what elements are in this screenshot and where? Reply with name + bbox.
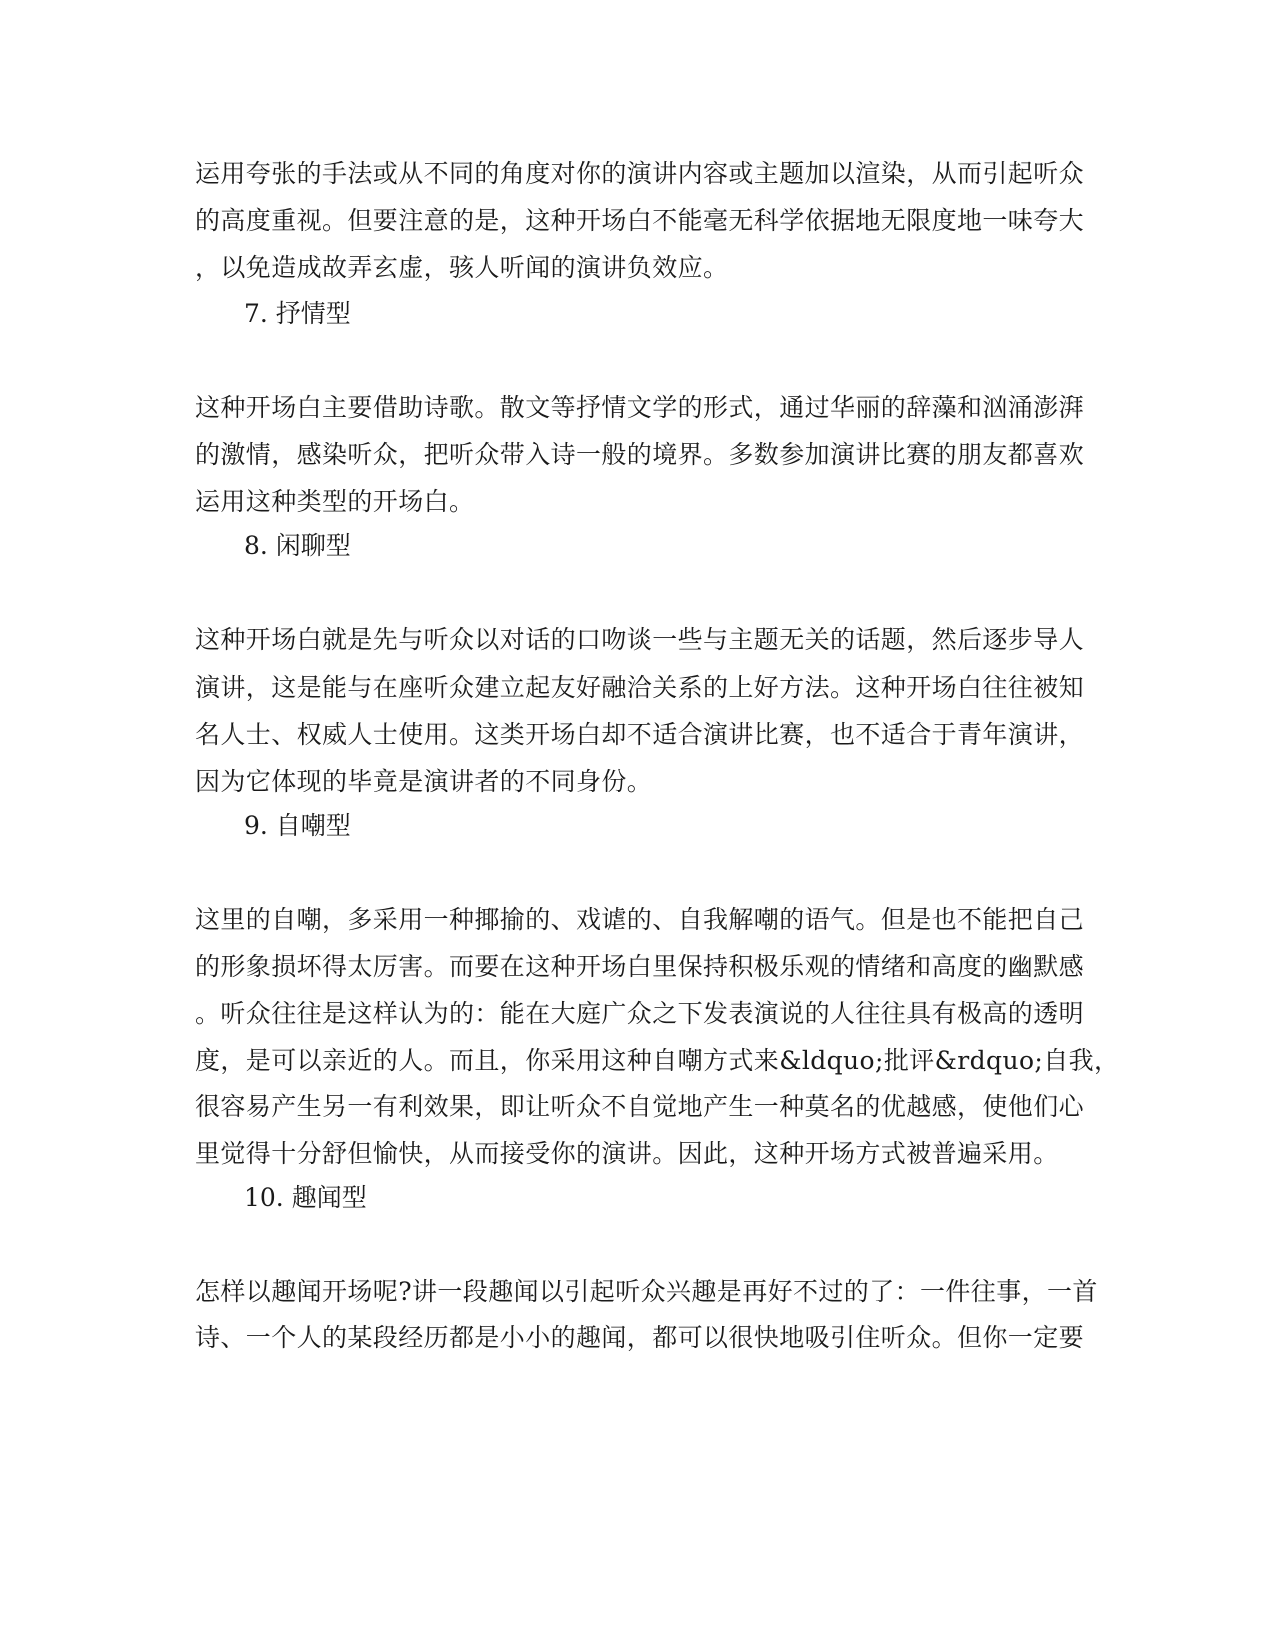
paragraph-line: 运用这种类型的开场白。 bbox=[195, 487, 475, 516]
paragraph-line: ，以免造成故弄玄虚，骇人听闻的演讲负效应。 bbox=[195, 253, 729, 282]
section-heading-8: 8. 闲聊型 bbox=[244, 531, 351, 560]
paragraph-line: 度，是可以亲近的人。而且，你采用这种自嘲方式来&ldquo;批评&rdquo;自我， bbox=[195, 1046, 1120, 1075]
paragraph-line: 的高度重视。但要注意的是，这种开场白不能毫无科学依据地无限度地一味夸大 bbox=[195, 206, 1085, 235]
paragraph-line: 。听众往往是这样认为的：能在大庭广众之下发表演说的人往往具有极高的透明 bbox=[195, 999, 1085, 1028]
paragraph-line: 因为它体现的毕竟是演讲者的不同身份。 bbox=[195, 767, 653, 796]
section-heading-7: 7. 抒情型 bbox=[244, 299, 351, 328]
paragraph-line: 里觉得十分舒但愉快，从而接受你的演讲。因此，这种开场方式被普遍采用。 bbox=[195, 1139, 1059, 1168]
paragraph-line: 的激情，感染听众，把听众带入诗一般的境界。多数参加演讲比赛的朋友都喜欢 bbox=[195, 440, 1085, 469]
section-heading-10: 10. 趣闻型 bbox=[244, 1183, 367, 1212]
paragraph-line: 怎样以趣闻开场呢?讲一段趣闻以引起听众兴趣是再好不过的了：一件往事，一首 bbox=[195, 1277, 1098, 1306]
paragraph-line: 诗、一个人的某段经历都是小小的趣闻，都可以很快地吸引住听众。但你一定要 bbox=[195, 1323, 1085, 1352]
paragraph-line: 这种开场白就是先与听众以对话的口吻谈一些与主题无关的话题，然后逐步导人 bbox=[195, 625, 1085, 654]
paragraph-line: 这种开场白主要借助诗歌。散文等抒情文学的形式，通过华丽的辞藻和汹涌澎湃 bbox=[195, 393, 1085, 422]
paragraph-line: 很容易产生另一有利效果，即让听众不自觉地产生一种莫名的优越感，使他们心 bbox=[195, 1092, 1085, 1121]
paragraph-line: 的形象损坏得太厉害。而要在这种开场白里保持积极乐观的情绪和高度的幽默感 bbox=[195, 952, 1085, 981]
paragraph-line: 这里的自嘲，多采用一种揶揄的、戏谑的、自我解嘲的语气。但是也不能把自己 bbox=[195, 905, 1085, 934]
paragraph-line: 运用夸张的手法或从不同的角度对你的演讲内容或主题加以渲染，从而引起听众 bbox=[195, 159, 1085, 188]
paragraph-line: 名人士、权威人士使用。这类开场白却不适合演讲比赛，也不适合于青年演讲， bbox=[195, 720, 1085, 749]
paragraph-line: 演讲，这是能与在座听众建立起友好融洽关系的上好方法。这种开场白往往被知 bbox=[195, 673, 1085, 702]
section-heading-9: 9. 自嘲型 bbox=[244, 811, 351, 840]
